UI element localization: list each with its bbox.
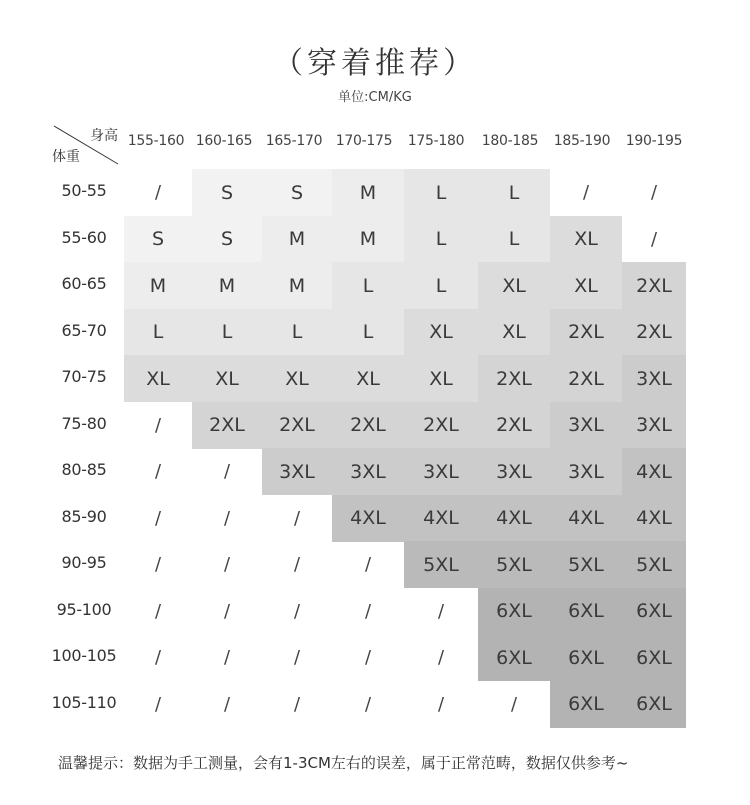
size-cell: L	[404, 262, 478, 309]
column-header: 160-165	[195, 133, 253, 149]
size-cell-empty: /	[154, 647, 162, 668]
size-cell: M	[262, 216, 332, 263]
column-header: 170-175	[335, 133, 393, 149]
size-cell: 3XL	[622, 402, 686, 449]
column-header: 175-180	[407, 133, 465, 149]
column-header: 185-190	[553, 133, 611, 149]
row-label-weight: 75-80	[61, 413, 107, 433]
size-cell-empty: /	[364, 600, 372, 622]
size-cell: 4XL	[622, 495, 686, 542]
size-cell: XL	[404, 309, 478, 356]
size-cell-empty: /	[364, 693, 372, 715]
size-cell: 6XL	[622, 634, 686, 681]
row-label-weight: 55-60	[61, 227, 107, 247]
size-cell: S	[192, 216, 262, 263]
column-header: 165-170	[265, 133, 323, 149]
size-cell: 3XL	[550, 448, 622, 495]
row-label-weight: 90-95	[61, 553, 107, 572]
size-cell: 3XL	[404, 448, 478, 495]
size-cell-empty: /	[582, 182, 590, 203]
size-cell: XL	[550, 262, 622, 309]
size-cell: 2XL	[622, 262, 686, 309]
size-cell-empty: /	[223, 600, 231, 622]
size-cell-empty: /	[293, 647, 301, 668]
size-cell: M	[332, 169, 404, 216]
size-cell-empty: /	[154, 182, 162, 203]
size-cell: XL	[478, 262, 550, 309]
size-cell-empty: /	[154, 414, 162, 436]
size-cell: 2XL	[332, 402, 404, 449]
size-cell-empty: /	[293, 507, 301, 529]
column-header: 190-195	[625, 133, 683, 149]
size-cell: M	[262, 262, 332, 309]
size-cell-empty: /	[293, 554, 301, 575]
size-cell-empty: /	[437, 600, 445, 622]
size-cell: 2XL	[192, 402, 262, 449]
size-cell: XL	[550, 216, 622, 263]
size-cell-empty: /	[154, 507, 162, 529]
size-cell: L	[478, 169, 550, 216]
size-cell: XL	[192, 355, 262, 402]
row-label-weight: 50-55	[61, 181, 107, 200]
size-cell-empty: /	[223, 507, 231, 529]
column-header: 180-185	[481, 133, 539, 149]
size-cell: L	[404, 169, 478, 216]
size-cell: L	[332, 262, 404, 309]
size-cell-empty: /	[223, 647, 231, 668]
size-cell: 2XL	[262, 402, 332, 449]
row-label-weight: 60-65	[61, 274, 107, 293]
size-cell: L	[404, 216, 478, 263]
page-title: （穿着推荐）	[273, 46, 477, 81]
row-label-weight: 65-70	[61, 320, 107, 340]
row-label-weight: 85-90	[61, 506, 107, 526]
size-cell-empty: /	[364, 647, 372, 668]
size-cell: XL	[124, 355, 192, 402]
size-cell-empty: /	[364, 554, 372, 575]
size-cell: 6XL	[550, 634, 622, 681]
size-cell: 2XL	[550, 355, 622, 402]
size-cell: 4XL	[404, 495, 478, 542]
size-cell: 2XL	[622, 309, 686, 356]
size-cell-empty: /	[154, 693, 162, 715]
size-cell: 2XL	[478, 355, 550, 402]
size-cell: 3XL	[550, 402, 622, 449]
size-cell: M	[192, 262, 262, 309]
size-cell: 3XL	[622, 355, 686, 402]
size-cell: XL	[262, 355, 332, 402]
size-cell: 6XL	[622, 681, 686, 728]
size-cell: 5XL	[478, 541, 550, 588]
size-cell: 4XL	[478, 495, 550, 542]
size-cell-empty: /	[223, 554, 231, 575]
size-cell: S	[262, 169, 332, 216]
unit-label: 单位:CM/KG	[338, 90, 412, 105]
row-label-weight: 70-75	[61, 367, 107, 386]
size-cell: 4XL	[550, 495, 622, 542]
size-cell: L	[192, 309, 262, 356]
size-cell: L	[478, 216, 550, 263]
column-header: 155-160	[127, 133, 185, 149]
size-cell: L	[332, 309, 404, 356]
size-cell: 5XL	[404, 541, 478, 588]
size-cell: S	[192, 169, 262, 216]
size-cell-empty: /	[223, 693, 231, 715]
table-corner-header	[52, 124, 120, 166]
size-cell: 6XL	[550, 681, 622, 728]
row-label-weight: 95-100	[56, 599, 112, 619]
size-cell: 6XL	[478, 588, 550, 635]
size-cell-empty: /	[154, 461, 162, 482]
size-cell: M	[332, 216, 404, 263]
size-cell: XL	[332, 355, 404, 402]
size-cell-empty: /	[650, 182, 658, 203]
row-label-weight: 80-85	[61, 460, 107, 479]
size-cell: 2XL	[404, 402, 478, 449]
row-label-weight: 105-110	[51, 692, 117, 712]
size-cell: S	[124, 216, 192, 263]
size-cell-empty: /	[437, 647, 445, 668]
footer-note: 温馨提示：数据为手工测量，会有1-3CM左右的误差，属于正常范畴，数据仅供参考~	[58, 754, 629, 772]
size-cell: 4XL	[622, 448, 686, 495]
size-cell: XL	[478, 309, 550, 356]
size-cell: 3XL	[478, 448, 550, 495]
size-cell: L	[124, 309, 192, 356]
row-label-weight: 100-105	[51, 646, 117, 665]
size-cell: 6XL	[550, 588, 622, 635]
size-cell-empty: /	[154, 554, 162, 575]
size-cell: M	[124, 262, 192, 309]
size-cell: 6XL	[478, 634, 550, 681]
height-axis-label: 身高	[90, 128, 118, 144]
size-cell: 5XL	[622, 541, 686, 588]
size-cell: 5XL	[550, 541, 622, 588]
size-cell-empty: /	[223, 461, 231, 482]
size-cell: 2XL	[478, 402, 550, 449]
size-cell-empty: /	[293, 693, 301, 715]
size-cell: 6XL	[622, 588, 686, 635]
size-cell: 3XL	[332, 448, 404, 495]
size-cell-empty: /	[510, 693, 518, 715]
weight-axis-label: 体重	[52, 149, 80, 165]
size-cell-empty: /	[437, 693, 445, 715]
size-cell-empty: /	[154, 600, 162, 622]
size-cell-empty: /	[650, 228, 658, 250]
size-cell: XL	[404, 355, 478, 402]
size-cell: L	[262, 309, 332, 356]
size-cell-empty: /	[293, 600, 301, 622]
size-cell: 2XL	[550, 309, 622, 356]
size-cell: 3XL	[262, 448, 332, 495]
size-cell: 4XL	[332, 495, 404, 542]
